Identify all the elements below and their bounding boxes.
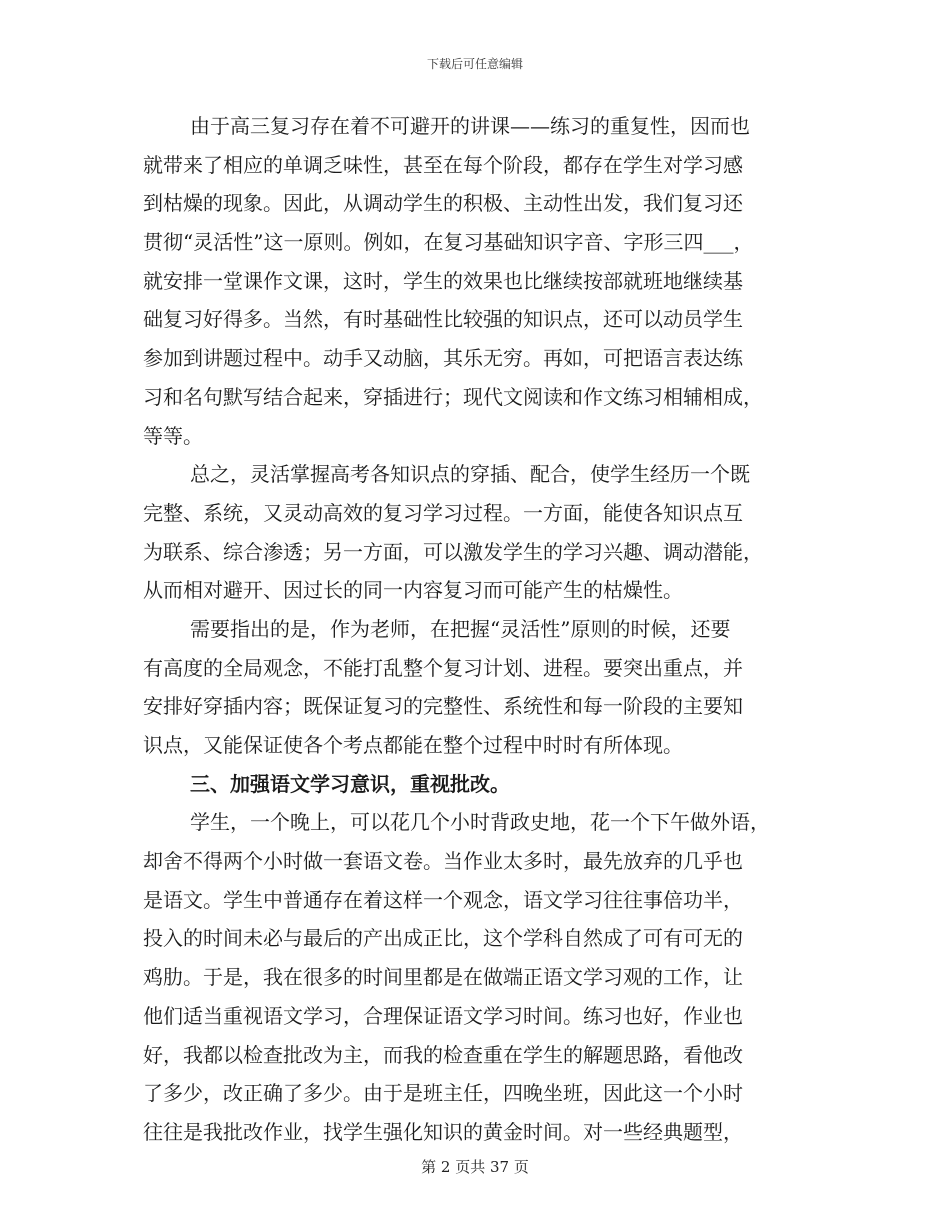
paragraph-line: 就安排一堂课作文课，这时，学生的效果也比继续按部就班地继续基: [143, 268, 743, 293]
section-heading: 三、加强语文学习意识，重视批改。: [190, 771, 510, 796]
paragraph-line: 总之，灵活掌握高考各知识点的穿插、配合，使学生经历一个既: [190, 462, 750, 487]
paragraph-line: 完整、系统，又灵动高效的复习学习过程。一方面，能使各知识点互: [143, 500, 743, 525]
paragraph-line: 为联系、综合渗透；另一方面，可以激发学生的学习兴趣、调动潜能，: [143, 539, 763, 564]
page-header: 下载后可任意编辑: [426, 57, 523, 71]
paragraph-line: 等等。: [143, 423, 203, 448]
paragraph-line: 鸡肋。于是，我在很多的时间里都是在做端正语文学习观的工作，让: [143, 965, 743, 990]
paragraph-line: 往往是我批改作业，找学生强化知识的黄金时间。对一些经典题型，: [143, 1119, 743, 1144]
paragraph-line: 安排好穿插内容；既保证复习的完整性、系统性和每一阶段的主要知: [143, 694, 743, 719]
paragraph-line: 参加到讲题过程中。动手又动脑，其乐无穷。再如，可把语言表达练: [143, 346, 743, 371]
page-footer: 第 2 页共 37 页: [421, 1158, 529, 1176]
paragraph-line: 习和名句默写结合起来，穿插进行；现代文阅读和作文练习相辅相成，: [143, 384, 763, 409]
paragraph-line: 贯彻“灵活性”这一原则。例如，在复习基础知识字音、字形三四___，: [143, 230, 754, 255]
paragraph-line: 从而相对避开、因过长的同一内容复习而可能产生的枯燥性。: [143, 578, 683, 603]
paragraph-line: 投入的时间未必与最后的产出成正比，这个学科自然成了可有可无的: [143, 926, 743, 951]
paragraph-line: 好，我都以检查批改为主，而我的检查重在学生的解题思路，看他改: [143, 1042, 743, 1067]
paragraph-line: 了多少，改正确了多少。由于是班主任，四晚坐班，因此这一个小时: [143, 1081, 743, 1106]
paragraph-line: 到枯燥的现象。因此，从调动学生的积极、主动性出发，我们复习还: [143, 191, 743, 216]
paragraph-line: 有高度的全局观念，不能打乱整个复习计划、进程。要突出重点，并: [143, 655, 743, 680]
paragraph-line: 就带来了相应的单调乏味性，甚至在每个阶段，都存在学生对学习感: [143, 152, 743, 177]
paragraph-line: 需要指出的是，作为老师，在把握“灵活性”原则的时候，还要: [190, 616, 731, 641]
paragraph-line: 却舍不得两个小时做一套语文卷。当作业太多时，最先放弃的几乎也: [143, 849, 743, 874]
paragraph-line: 他们适当重视语文学习，合理保证语文学习时间。练习也好，作业也: [143, 1003, 743, 1028]
paragraph-line: 识点，又能保证使各个考点都能在整个过程中时时有所体现。: [143, 733, 683, 757]
paragraph-line: 是语文。学生中普通存在着这样一个观念，语文学习往往事倍功半，: [143, 887, 743, 912]
paragraph-line: 由于高三复习存在着不可避开的讲课——练习的重复性，因而也: [190, 114, 750, 138]
paragraph-line: 学生，一个晚上，可以花几个小时背政史地，花一个下午做外语，: [190, 810, 770, 835]
document-body: [143, 107, 813, 1152]
paragraph-line: 础复习好得多。当然，有时基础性比较强的知识点，还可以动员学生: [143, 307, 743, 332]
